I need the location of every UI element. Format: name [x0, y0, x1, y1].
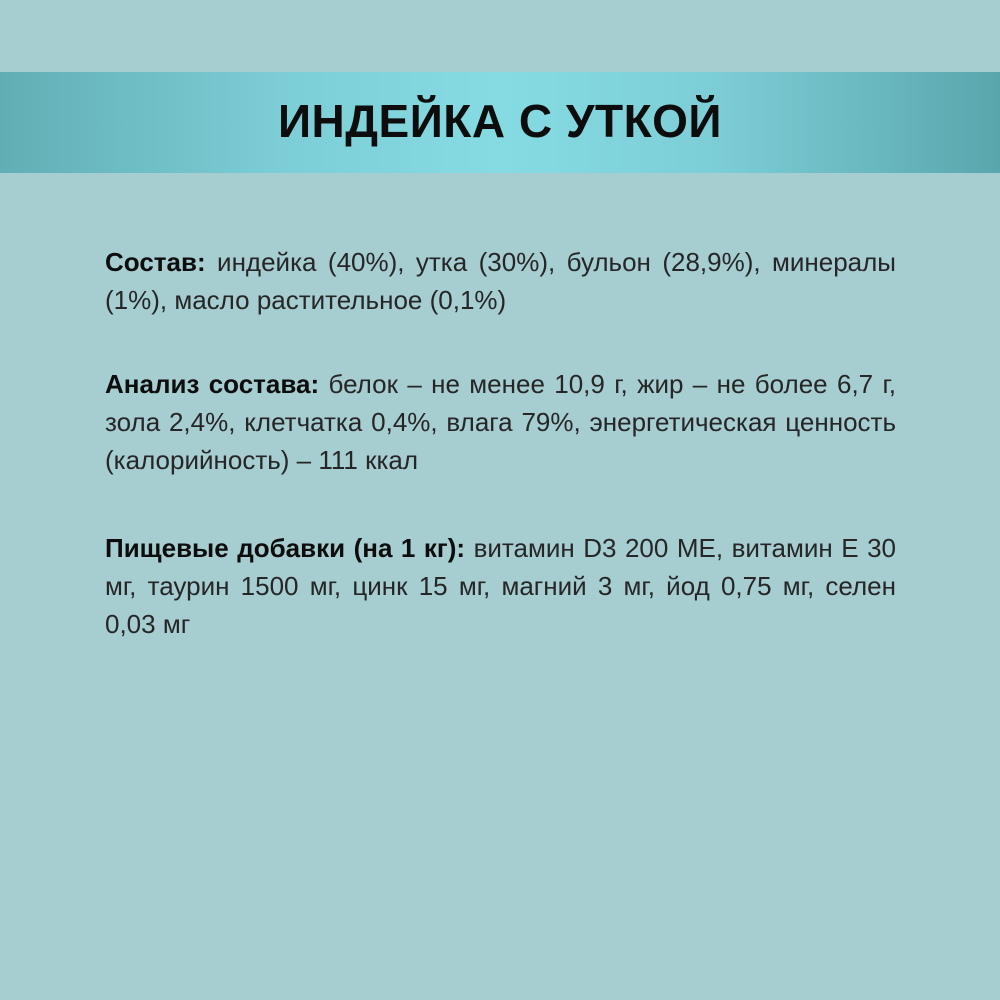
composition-section	[105, 243, 896, 319]
analysis-text: белок – не менее 10,9 г, жир – не более 6,7 г, зола 2,4%, клетчатка 0,4%, влага 79%, энергетическая ценность (калорийность) – 111 ккал	[105, 369, 897, 475]
title-band	[0, 72, 1000, 173]
additives-section	[105, 529, 896, 643]
additives-text: витамин D3 200 МЕ, витамин Е 30 мг, таурин 1500 мг, цинк 15 мг, магний 3 мг, йод 0,75 мг, селен 0,03 мг	[105, 533, 897, 639]
product-title: ИНДЕЙКА С УТКОЙ	[277, 94, 722, 147]
analysis-section	[105, 365, 896, 479]
composition-label: Состав:	[105, 247, 206, 277]
composition-text: индейка (40%), утка (30%), бульон (28,9%), минералы (1%), масло растительное (0,1%)	[105, 247, 896, 315]
analysis-label: Анализ состава:	[105, 369, 320, 399]
additives-label: Пищевые добавки (на 1 кг):	[105, 533, 466, 563]
